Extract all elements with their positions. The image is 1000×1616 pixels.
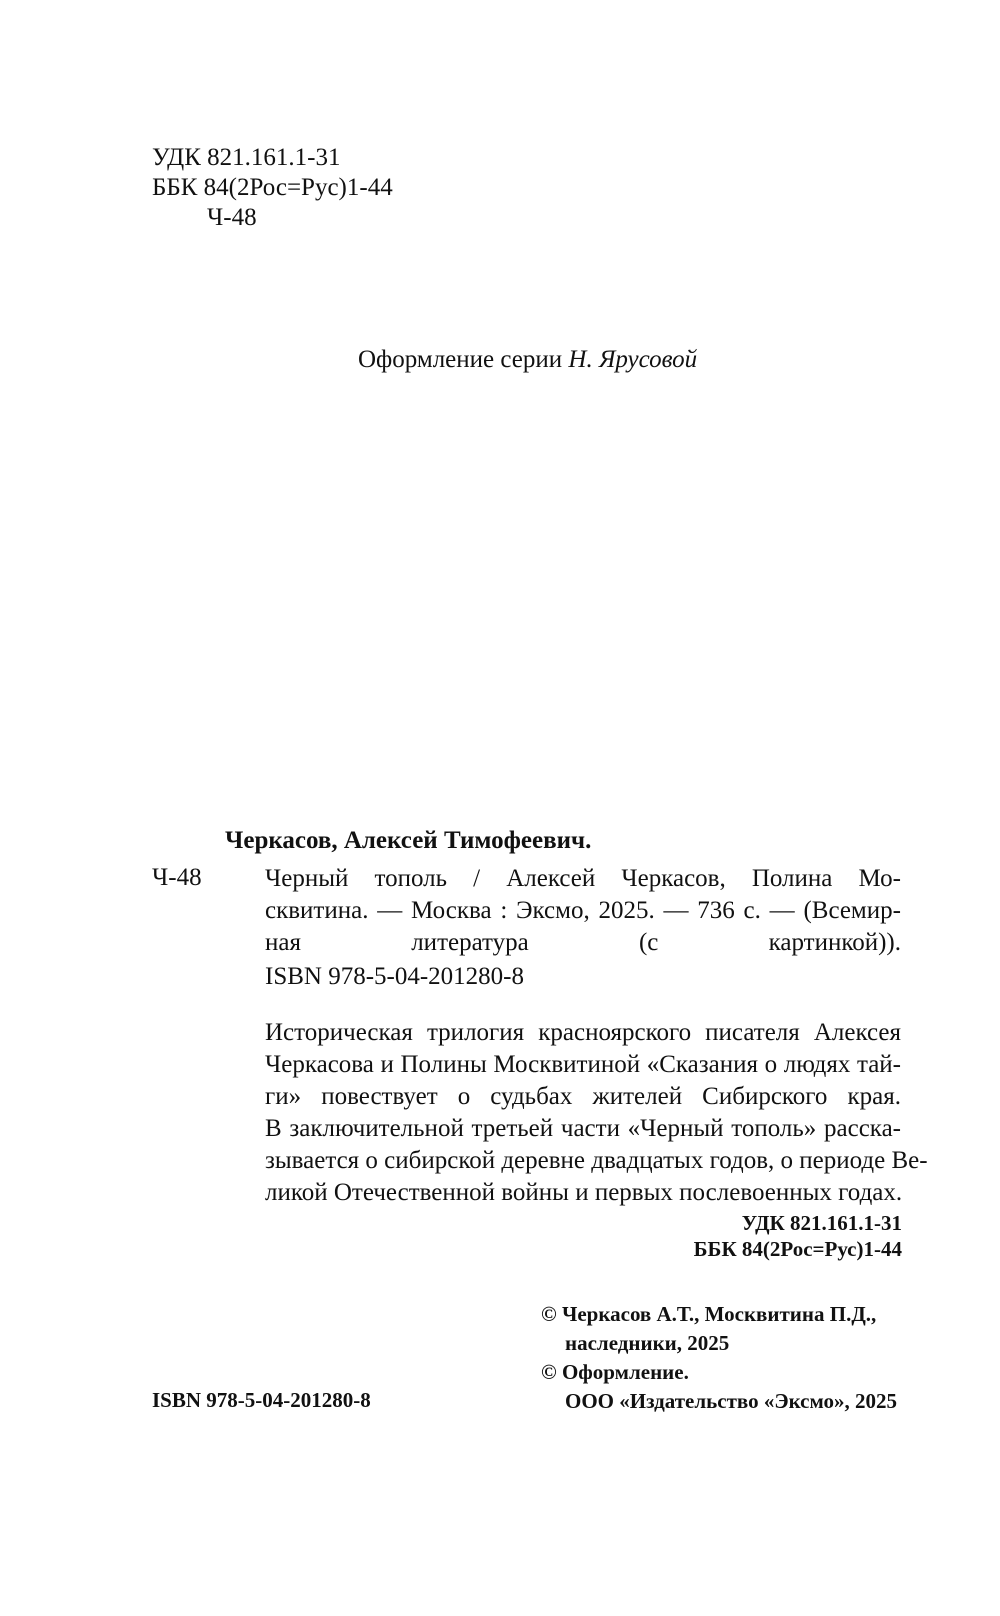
copyright-authors: © Черкасов А.Т., Москвитина П.Д., (541, 1302, 877, 1326)
annotation-line: Черкасова и Полины Москвитиной «Сказания о людях тай- (265, 1051, 901, 1078)
series-design-label: Оформление серии (358, 346, 563, 373)
copyright-design: © Оформление. (541, 1360, 689, 1384)
series-designer-name: Н. Ярусовой (568, 346, 698, 373)
cutter-code-top: Ч-48 (207, 204, 257, 231)
description-line: ная литература (с картинкой)). (265, 929, 901, 956)
annotation-line: ги» повествует о судьбах жителей Сибирского края. (265, 1083, 901, 1110)
copyright-block (541, 1300, 897, 1416)
author-heading: Черкасов, Алексей Тимофеевич. (225, 827, 592, 854)
annotation-paragraph-2 (265, 1113, 928, 1209)
bibliographic-description (265, 863, 901, 959)
annotation-line: Историческая трилогия красноярского писателя Алексея (265, 1019, 901, 1046)
annotation-line: ликой Отечественной войны и первых послевоенных годах. (265, 1179, 903, 1206)
bbk-code-top: ББК 84(2Рос=Рус)1-44 (152, 174, 393, 201)
bbk-code-bottom: ББК 84(2Рос=Рус)1-44 (693, 1237, 902, 1261)
description-line: Черный тополь / Алексей Черкасов, Полина Мо- (265, 865, 901, 892)
cutter-code-entry: Ч-48 (152, 864, 202, 891)
annotation-line: зывается о сибирской деревне двадцатых годов, о периоде Ве- (265, 1147, 928, 1174)
annotation-paragraph-1 (265, 1017, 901, 1113)
copyright-heirs: наследники, 2025 (565, 1331, 730, 1355)
isbn-entry: ISBN 978-5-04-201280-8 (265, 963, 525, 990)
isbn-bottom: ISBN 978-5-04-201280-8 (152, 1388, 371, 1412)
series-design-credit (358, 345, 697, 375)
copyright-publisher: ООО «Издательство «Эксмо», 2025 (565, 1389, 898, 1413)
udk-code-bottom: УДК 821.161.1-31 (741, 1211, 902, 1235)
annotation-line: В заключительной третьей части «Черный тополь» расска- (265, 1115, 901, 1142)
udk-code-top: УДК 821.161.1-31 (152, 144, 341, 171)
classification-top (152, 143, 393, 233)
description-line: сквитина. — Москва : Эксмо, 2025. — 736 с. — (Всемир- (265, 897, 901, 924)
